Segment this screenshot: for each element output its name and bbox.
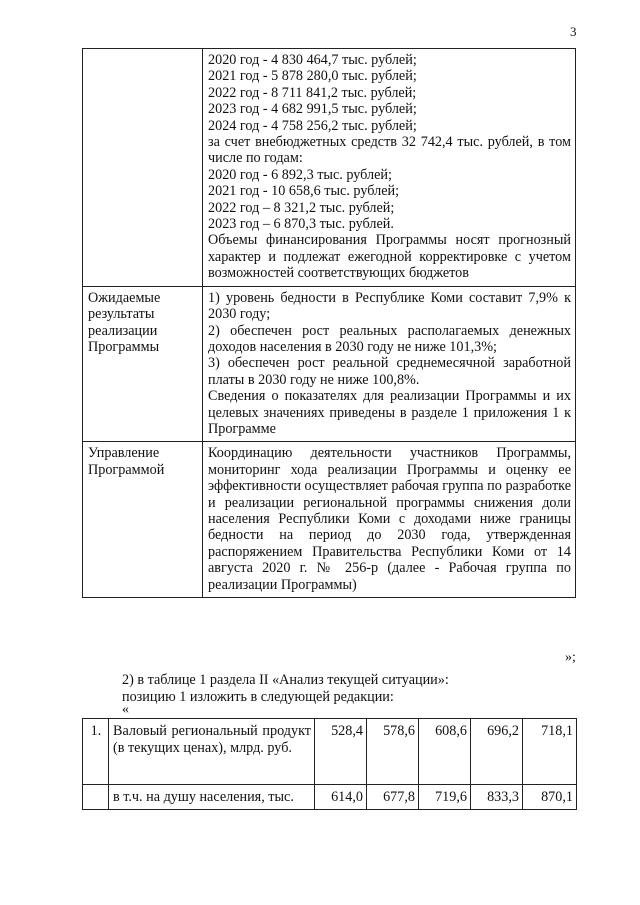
results-content-cell — [203, 286, 576, 442]
extrabudget-intro: за счет внебюджетных средств 32 742,4 тыс. рублей, в том числе по годам: — [208, 134, 571, 167]
indicators-table — [82, 718, 577, 810]
results-row — [83, 286, 576, 442]
result-item: 1) уровень бедности в Республике Коми составит 7,9% к 2030 году; — [208, 289, 571, 323]
indicator-value: 608,6 — [419, 719, 471, 785]
amendment-paragraph: позицию 1 изложить в следующей редакции: — [122, 689, 394, 705]
indicator-name: в т.ч. на душу населения, тыс. — [109, 785, 315, 810]
indicator-value: 719,6 — [419, 785, 471, 810]
extrabudget-year-line: 2021 год - 10 658,6 тыс. рублей; — [208, 183, 400, 200]
row-number: 1. — [83, 719, 109, 785]
financing-year-line: 2021 год - 5 878 280,0 тыс. рублей; — [208, 68, 417, 85]
indicator-value: 718,1 — [523, 719, 577, 785]
financing-year-line: 2023 год - 4 682 991,5 тыс. рублей; — [208, 101, 417, 118]
financing-label-cell — [83, 49, 203, 287]
indicator-value: 528,4 — [315, 719, 367, 785]
management-content-cell — [203, 442, 576, 598]
financing-content-cell — [203, 49, 576, 287]
extrabudget-year-line: 2022 год – 8 321,2 тыс. рублей; — [208, 199, 395, 216]
management-text: Координацию деятельности участников Программы, мониторинг хода реализации Программы и оценку ее эффективности осуществляет рабочая группа по разработке и реализации региональной программы снижения доли населения Республики Коми с доходами ниже границы бедности на период до 2030 года, утвержденная распоряжением Правительства Республики Коми от 14 августа 2020 г. № 256-р (далее - Рабочая группа по реализации Программы) — [208, 445, 571, 593]
financing-year-line: 2020 год - 4 830 464,7 тыс. рублей; — [208, 52, 417, 68]
indicator-name: Валовый региональный продукт (в текущих ценах), млрд. руб. — [109, 719, 315, 785]
indicator-value: 578,6 — [367, 719, 419, 785]
closing-quote-mark: »; — [565, 650, 576, 665]
management-row — [83, 442, 576, 598]
opening-quote-mark: « — [122, 702, 129, 717]
table-row — [83, 785, 577, 810]
indicator-value: 833,3 — [471, 785, 523, 810]
results-label: Ожидаемые результаты реализации Программы — [83, 286, 203, 442]
indicator-value: 696,2 — [471, 719, 523, 785]
program-passport-table — [82, 48, 576, 598]
financing-row — [83, 49, 576, 287]
financing-year-line: 2022 год - 8 711 841,2 тыс. рублей; — [208, 84, 417, 101]
page-number: 3 — [570, 24, 577, 39]
financing-note: Объемы финансирования Программы носят прогнозный характер и подлежат ежегодной корректировке с учетом возможностей соответствующих бюджетов — [208, 232, 571, 282]
indicators-reference-note: Сведения о показателях для реализации Программы и их целевых значениях приведены в разделе 1 приложения 1 к Программе — [208, 388, 571, 437]
row-number — [83, 785, 109, 810]
extrabudget-year-line: 2020 год - 6 892,3 тыс. рублей; — [208, 166, 392, 183]
extrabudget-year-line: 2023 год – 6 870,3 тыс. рублей. — [208, 216, 394, 233]
result-item: 2) обеспечен рост реальных располагаемых денежных доходов населения в 2030 году не ниже 101,3%; — [208, 322, 571, 355]
indicator-value: 677,8 — [367, 785, 419, 810]
management-label: Управление Программой — [83, 442, 203, 598]
amendment-paragraph: 2) в таблице 1 раздела II «Анализ текущей ситуации»: — [122, 672, 449, 688]
financing-year-line: 2024 год - 4 758 256,2 тыс. рублей; — [208, 117, 417, 134]
table-row — [83, 719, 577, 785]
indicator-value: 614,0 — [315, 785, 367, 810]
indicator-value: 870,1 — [523, 785, 577, 810]
result-item: 3) обеспечен рост реальной среднемесячной заработной платы в 2030 году не ниже 100,8%. — [208, 355, 571, 388]
